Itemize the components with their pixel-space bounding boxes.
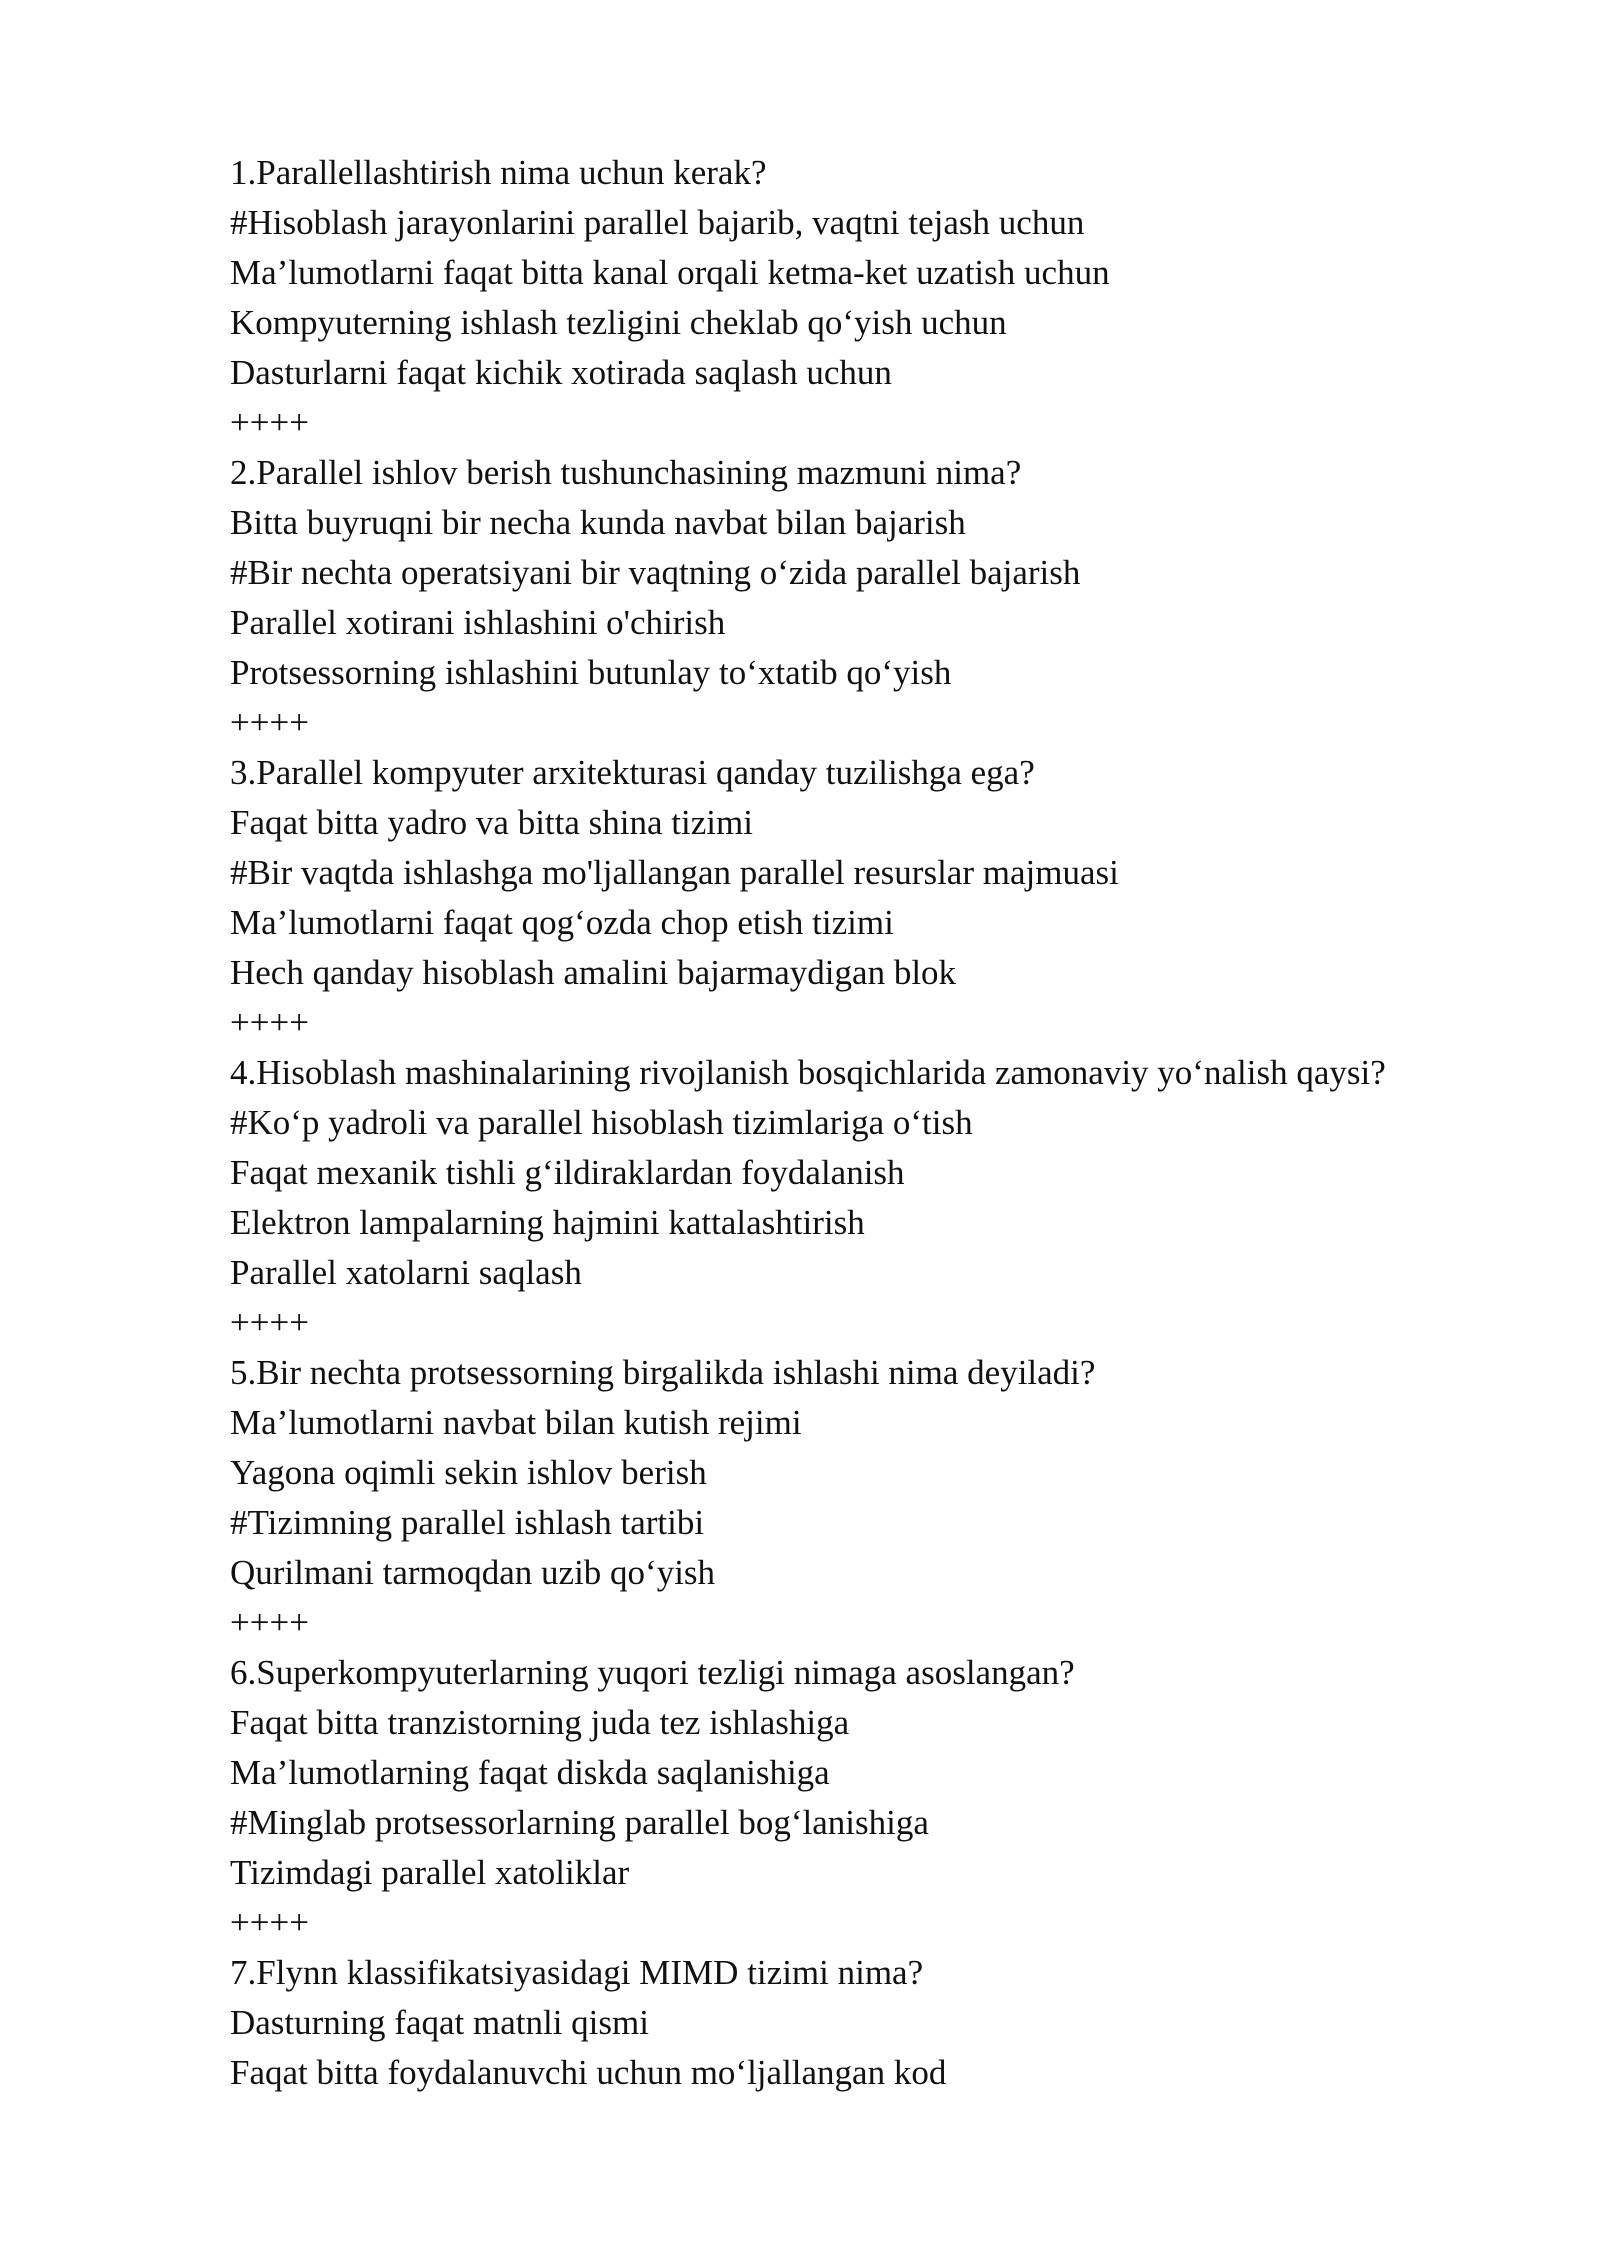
question-4-option: Elektron lampalarning hajmini kattalashtirish (230, 1203, 865, 1242)
question-4-option: Faqat mexanik tishli gʻildiraklardan foydalanish (230, 1153, 905, 1192)
question-2-text: 2.Parallel ishlov berish tushunchasining mazmuni nima? (230, 453, 1022, 492)
question-3-option: Ma’lumotlarni faqat qogʻozda chop etish tizimi (230, 903, 894, 942)
question-5-option: Qurilmani tarmoqdan uzib qoʻyish (230, 1553, 716, 1592)
question-6-correct-answer: #Minglab protsessorlarning parallel bogʻlanishiga (230, 1803, 929, 1842)
question-separator: ++++ (230, 403, 309, 442)
question-7-option: Faqat bitta foydalanuvchi uchun moʻljallangan kod (230, 2053, 947, 2092)
question-5-option: Yagona oqimli sekin ishlov berish (230, 1453, 707, 1492)
question-4-option: Parallel xatolarni saqlash (230, 1253, 582, 1292)
question-3-option: Faqat bitta yadro va bitta shina tizimi (230, 803, 753, 842)
question-separator: ++++ (230, 1603, 309, 1642)
question-3-text: 3.Parallel kompyuter arxitekturasi qanday tuzilishga ega? (230, 753, 1035, 792)
question-2-option: Protsessorning ishlashini butunlay toʻxtatib qoʻyish (230, 653, 952, 692)
question-separator: ++++ (230, 703, 309, 742)
question-6-option: Tizimdagi parallel xatoliklar (230, 1853, 630, 1892)
question-5-correct-answer: #Tizimning parallel ishlash tartibi (230, 1503, 705, 1542)
question-7-text: 7.Flynn klassifikatsiyasidagi MIMD tizimi nima? (230, 1953, 924, 1992)
question-3-option: Hech qanday hisoblash amalini bajarmaydigan blok (230, 953, 957, 992)
question-3-correct-answer: #Bir vaqtda ishlashga mo'ljallangan parallel resurslar majmuasi (230, 853, 1119, 892)
question-6-option: Faqat bitta tranzistorning juda tez ishlashiga (230, 1703, 850, 1742)
question-6-option: Ma’lumotlarning faqat diskda saqlanishiga (230, 1753, 830, 1792)
question-1-option: Ma’lumotlarni faqat bitta kanal orqali ketma-ket uzatish uchun (230, 253, 1110, 292)
question-1-text: 1.Parallellashtirish nima uchun kerak? (230, 153, 767, 192)
question-5-text: 5.Bir nechta protsessorning birgalikda ishlashi nima deyiladi? (230, 1353, 1096, 1392)
question-7-option: Dasturning faqat matnli qismi (230, 2003, 649, 2042)
document-page (230, 148, 1570, 2098)
question-separator: ++++ (230, 1303, 309, 1342)
question-1-option: Dasturlarni faqat kichik xotirada saqlash uchun (230, 353, 892, 392)
question-4-text: 4.Hisoblash mashinalarining rivojlanish bosqichlarida zamonaviy yoʻnalish qaysi? (230, 1053, 1386, 1092)
question-separator: ++++ (230, 1903, 309, 1942)
question-separator: ++++ (230, 1003, 309, 1042)
question-1-option: Kompyuterning ishlash tezligini cheklab qoʻyish uchun (230, 303, 1007, 342)
question-6-text: 6.Superkompyuterlarning yuqori tezligi nimaga asoslangan? (230, 1653, 1075, 1692)
question-4-correct-answer: #Koʻp yadroli va parallel hisoblash tizimlariga oʻtish (230, 1103, 973, 1142)
question-1-correct-answer: #Hisoblash jarayonlarini parallel bajarib, vaqtni tejash uchun (230, 203, 1085, 242)
question-2-option: Parallel xotirani ishlashini o'chirish (230, 603, 726, 642)
question-2-option: Bitta buyruqni bir necha kunda navbat bilan bajarish (230, 503, 966, 542)
question-5-option: Ma’lumotlarni navbat bilan kutish rejimi (230, 1403, 802, 1442)
question-2-correct-answer: #Bir nechta operatsiyani bir vaqtning oʻzida parallel bajarish (230, 553, 1081, 592)
